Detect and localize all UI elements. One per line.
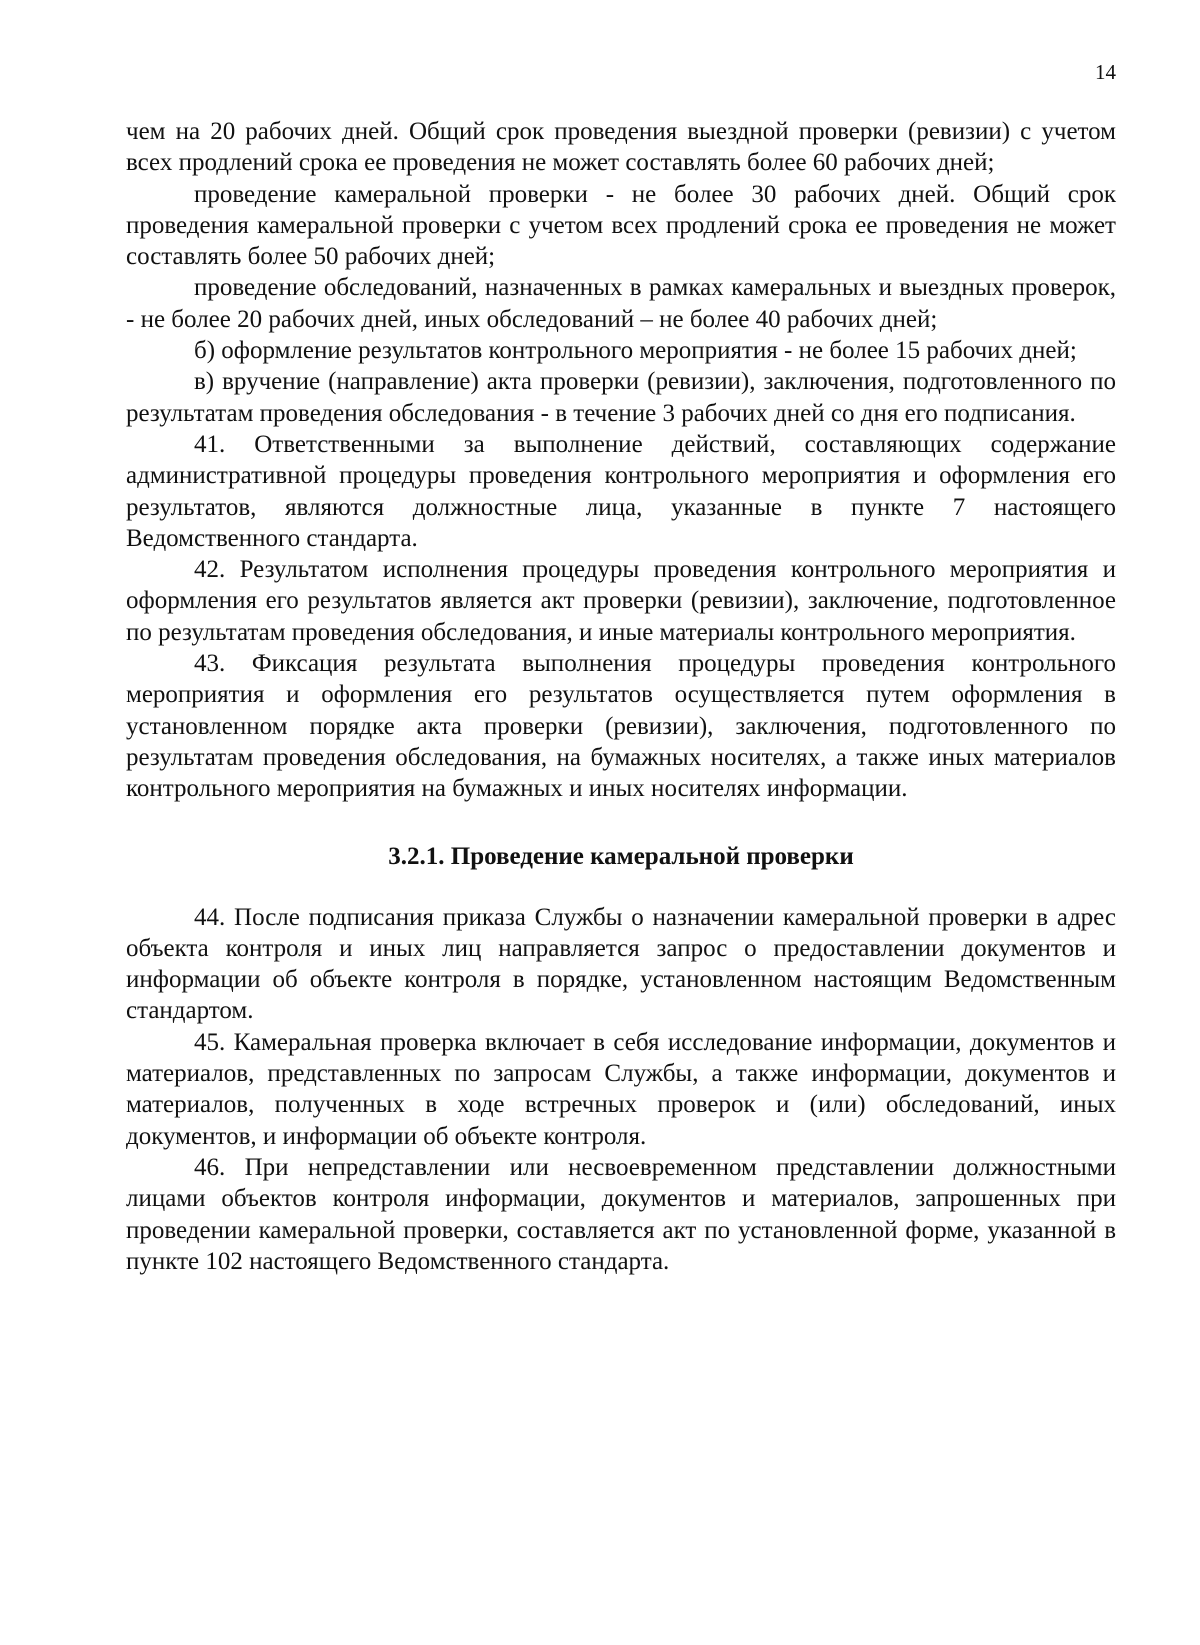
paragraph-inspections-term: проведение обследований, назначенных в рамках камеральных и выездных проверок, - не более 20 рабочих дней, иных обследований – не более 40 рабочих дней; bbox=[126, 274, 1116, 333]
paragraph-44: 44. После подписания приказа Службы о назначении камеральной проверки в адрес объекта контроля и иных лиц направляется запрос о предоставлении документов и информации об объекте контроля в порядке, установленном настоящим Ведомственным стандартом. bbox=[126, 903, 1116, 1025]
paragraph-v-delivery: в) вручение (направление) акта проверки (ревизии), заключения, подготовленного по результатам проведения обследования - в течение 3 рабочих дней со дня его подписания. bbox=[126, 368, 1116, 427]
paragraph-42: 42. Результатом исполнения процедуры проведения контрольного мероприятия и оформления его результатов является акт проверки (ревизии), заключение, подготовленное по результатам проведения обследования, и иные материалы контрольного мероприятия. bbox=[126, 556, 1116, 646]
section-heading: 3.2.1. Проведение камеральной проверки bbox=[388, 842, 854, 870]
paragraph-45: 45. Камеральная проверка включает в себя исследование информации, документов и материалов, представленных по запросам Службы, а также информации, документов и материалов, полученных в ходе встречных проверок и (или) обследований, иных документов, и информации об объекте контроля. bbox=[126, 1028, 1116, 1150]
paragraph-41: 41. Ответственными за выполнение действий, составляющих содержание административной процедуры проведения контрольного мероприятия и оформления его результатов, являются должностные лица, указанные в пункте 7 настоящего Ведомственного стандарта. bbox=[126, 430, 1116, 552]
paragraph-desk-audit-term: проведение камеральной проверки - не более 30 рабочих дней. Общий срок проведения камеральной проверки с учетом всех продлений срока ее проведения не может составлять более 50 рабочих дней; bbox=[126, 180, 1116, 271]
paragraph-continuation: чем на 20 рабочих дней. Общий срок проведения выездной проверки (ревизии) с учетом всех продлений срока ее проведения не может составлять более 60 рабочих дней; bbox=[126, 118, 1116, 177]
paragraph-b-results: б) оформление результатов контрольного мероприятия - не более 15 рабочих дней; bbox=[194, 337, 1077, 365]
document-body bbox=[126, 116, 1116, 1277]
paragraph-46: 46. При непредставлении или несвоевременном представлении должностными лицами объектов контроля информации, документов и материалов, запрошенных при проведении камеральной проверки, составляется акт по установленной форме, указанной в пункте 102 настоящего Ведомственного стандарта. bbox=[126, 1153, 1116, 1275]
page-number: 14 bbox=[1095, 60, 1116, 84]
paragraph-43: 43. Фиксация результата выполнения процедуры проведения контрольного мероприятия и оформления его результатов осуществляется путем оформления в установленном порядке акта проверки (ревизии), заключения, подготовленного по результатам проведения обследования, на бумажных носителях, а также иных материалов контрольного мероприятия на бумажных и иных носителях информации. bbox=[126, 650, 1116, 803]
